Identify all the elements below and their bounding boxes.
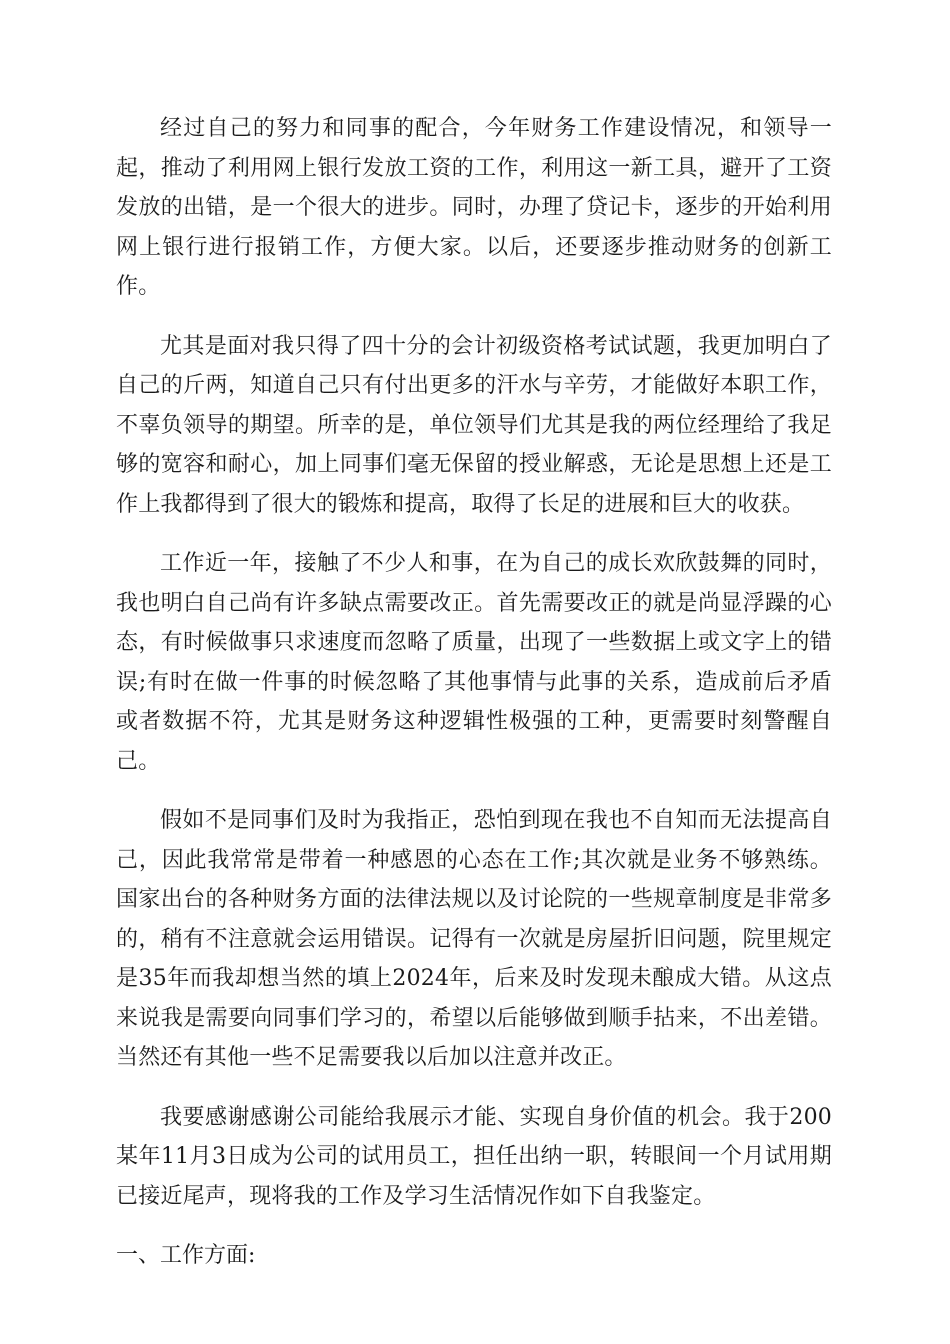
- paragraph-shortcomings: 工作近一年，接触了不少人和事，在为自己的成长欢欣鼓舞的同时，我也明白自己尚有许多缺点需要改正。首先需要改正的就是尚显浮躁的心态，有时候做事只求速度而忽略了质量，出现了一些数据上或文字上的错误;有时在做一件事的时候忽略了其他事情与此事的关系，造成前后矛盾或者数据不符，尤其是财务这种逻辑性极强的工种，更需要时刻警醒自己。: [116, 551, 832, 774]
- paragraph-accounting-exam: 尤其是面对我只得了四十分的会计初级资格考试试题，我更加明白了自己的斤两，知道自己只有付出更多的汗水与辛劳，才能做好本职工作，不辜负领导的期望。所幸的是，单位领导们尤其是我的两位经理给了我足够的宽容和耐心，加上同事们毫无保留的授业解惑，无论是思想上还是工作上我都得到了很大的锻炼和提高，取得了长足的进展和巨大的收获。: [116, 333, 832, 517]
- paragraph-corrections: 假如不是同事们及时为我指正，恐怕到现在我也不自知而无法提高自己，因此我常常是带着一种感恩的心态在工作;其次就是业务不够熟练。国家出台的各种财务方面的法律法规以及讨论院的一些规章制度是非常多的，稍有不注意就会运用错误。记得有一次就是房屋折旧问题，院里规定是35年而我却想当然的填上2024年，后来及时发现未酿成大错。从这点来说我是需要向同事们学习的，希望以后能够做到顺手拈来，不出差错。当然还有其他一些不足需要我以后加以注意并改正。: [116, 808, 832, 1070]
- paragraph-self-assessment: 我要感谢感谢公司能给我展示才能、实现自身价值的机会。我于200某年11月3日成为公司的试用员工，担任出纳一职，转眼间一个月试用期已接近尾声，现将我的工作及学习生活情况作如下自我鉴定。: [116, 1104, 832, 1209]
- paragraph-online-banking: 经过自己的努力和同事的配合，今年财务工作建设情况，和领导一起，推动了利用网上银行发放工资的工作，利用这一新工具，避开了工资发放的出错，是一个很大的进步。同时，办理了贷记卡，逐步的开始利用网上银行进行报销工作，方便大家。以后，还要逐步推动财务的创新工作。: [116, 116, 832, 299]
- document-page: [116, 109, 832, 1276]
- section-heading-work: 一、工作方面:: [116, 1243, 256, 1268]
